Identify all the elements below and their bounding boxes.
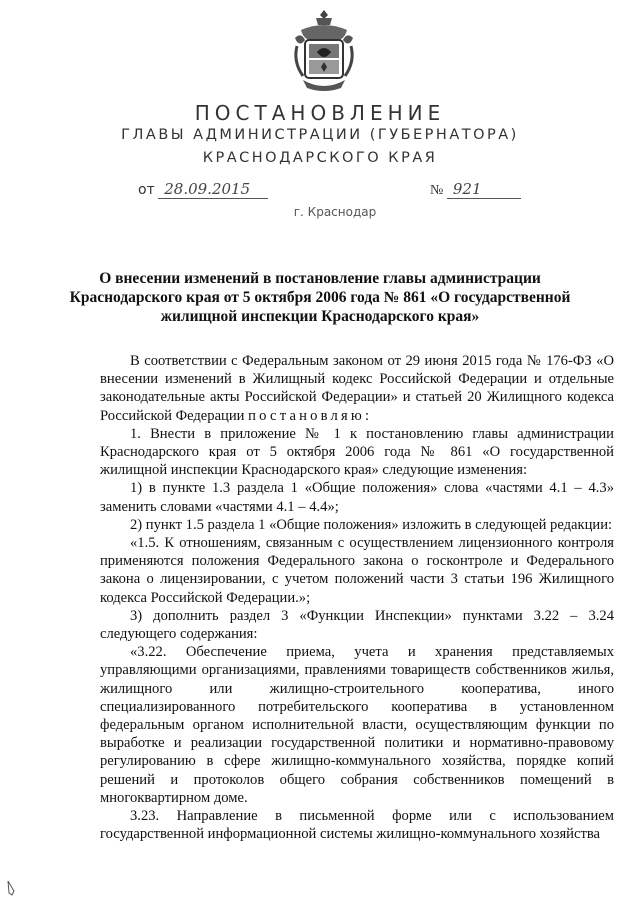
issuer-heading-line2: КРАСНОДАРСКОГО КРАЯ — [202, 150, 438, 166]
date-row — [138, 180, 268, 199]
pen-mark-icon — [6, 880, 16, 896]
date-value: 28.09.2015 — [158, 180, 268, 199]
intro-text: В соответствии с Федеральным законом от 29 июня 2015 года № 176-ФЗ «О внесении изменений в Жилищный кодекс Российской Федерации и отдельные законодательные акты Российской Федерации» и статьей 20 Жилищного кодекса Российской Федерации — [100, 353, 614, 424]
date-label: от — [138, 182, 155, 198]
intro-paragraph — [100, 352, 614, 425]
number-label: № — [430, 183, 444, 198]
quote-3-23: 3.23. Направление в письменной форме или с использованием государственной информационной системы жилищно-коммунального хозяйства — [100, 808, 614, 843]
document-title-line: жилищной инспекции Краснодарского края» — [160, 308, 480, 325]
document-type-heading: ПОСТАНОВЛЕНИЕ — [194, 101, 446, 125]
item-1-3: 3) дополнить раздел 3 «Функции Инспекции» пунктами 3.22 – 3.24 следующего содержания: — [100, 607, 614, 643]
coat-of-arms-icon — [291, 8, 357, 94]
document-title — [60, 269, 580, 326]
number-row — [430, 180, 521, 199]
document-title-line: Краснодарского края от 5 октября 2006 года № 861 «О государственной — [69, 289, 571, 306]
item-1-2: 2) пункт 1.5 раздела 1 «Общие положения» изложить в следующей редакции: — [130, 516, 613, 533]
number-value: 921 — [447, 180, 521, 199]
item-1: 1. Внести в приложение № 1 к постановлению главы администрации Краснодарского края от 5 октября 2006 года № 861 «О государственной жилищной инспекции Краснодарского края» следующие изменения: — [100, 425, 614, 479]
quote-1-5: «1.5. К отношениям, связанным с осуществлением лицензионного контроля применяются положения Федерального закона о госконтроле и Федерального закона о лицензировании, с учетом положений части 3 статьи 196 Жилищного кодекса Российской Федерации.»; — [100, 535, 614, 606]
item-1-1: 1) в пункте 1.3 раздела 1 «Общие положения» слова «частями 4.1 – 4.3» заменить словами «частями 4.1 – 4.4»; — [100, 480, 614, 515]
document-body — [100, 352, 614, 843]
issuer-heading-line1: ГЛАВЫ АДМИНИСТРАЦИИ (ГУБЕРНАТОРА) — [121, 127, 519, 143]
quote-3-22: «3.22. Обеспечение приема, учета и хранения представляемых управляющими организациями, правлениями товариществ собственников жилья, жилищного или жилищно-строительного кооператива, иного специализированного потребительского кооператива в установленном федеральным органом исполнительной власти, осуществляющим функции по выработке и реализации государственной политики и нормативно-правовому регулированию в сфере жилищно-коммунального хозяйства, порядке копий решений и протоколов общего собрания собственников помещений в многоквартирном доме. — [100, 644, 614, 806]
city-label: г. Краснодар — [293, 205, 377, 219]
document-title-line: О внесении изменений в постановление главы администрации — [99, 270, 541, 287]
decree-word: постановляю: — [248, 407, 373, 424]
